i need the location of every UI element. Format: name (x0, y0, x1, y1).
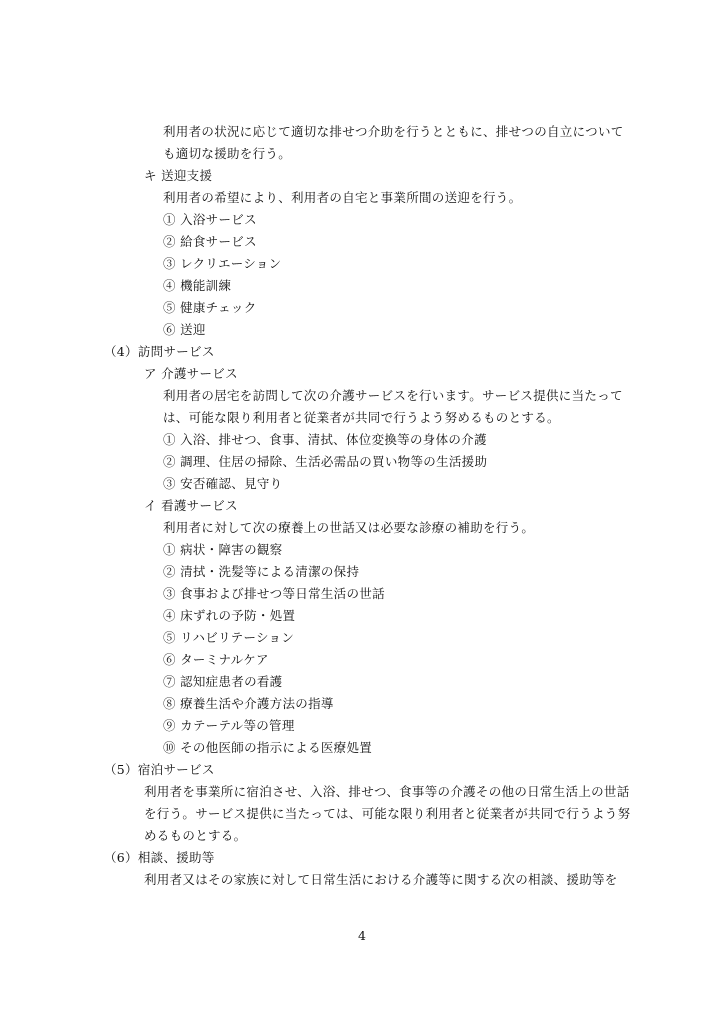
text-line: 利用者の希望により、利用者の自宅と事業所間の送迎を行う。 (163, 190, 522, 205)
list-item: ⑩ その他医師の指示による医療処置 (163, 740, 373, 755)
list-item: ⑦ 認知症患者の看護 (163, 674, 283, 689)
list-item: ⑤ リハビリテーション (163, 630, 295, 645)
list-item: ③ 安否確認、見守り (163, 476, 283, 491)
section-heading: キ 送迎支援 (144, 168, 213, 183)
list-item: ④ 床ずれの予防・処置 (163, 608, 296, 623)
list-item: ⑤ 健康チェック (163, 300, 257, 315)
list-item: ⑨ カテーテル等の管理 (163, 718, 295, 733)
section-heading: （4）訪問サービス (104, 344, 215, 359)
list-item: ① 入浴、排せつ、食事、清拭、体位変換等の身体の介護 (163, 432, 487, 447)
list-item: ⑧ 療養生活や介護方法の指導 (163, 696, 334, 711)
text-line: めるものとする。 (144, 828, 247, 843)
text-line: 利用者の居宅を訪問して次の介護サービスを行います。サービス提供に当たって (163, 388, 623, 403)
list-item: ① 入浴サービス (163, 212, 257, 227)
list-item: ② 清拭・洗髪等による清潔の保持 (163, 564, 360, 579)
list-item: ② 調理、住居の掃除、生活必需品の買い物等の生活援助 (163, 454, 488, 469)
text-line: 利用者の状況に応じて適切な排せつ介助を行うとともに、排せつの自立について (163, 124, 624, 139)
list-item: ⑥ ターミナルケア (163, 652, 269, 667)
text-line: も適切な援助を行う。 (163, 146, 292, 161)
list-item: ③ 食事および排せつ等日常生活の世話 (163, 586, 385, 601)
text-line: は、可能な限り利用者と従業者が共同で行うよう努めるものとする。 (163, 410, 560, 425)
text-line: 利用者又はその家族に対して日常生活における介護等に関する次の相談、援助等を (144, 872, 618, 887)
text-line: 利用者を事業所に宿泊させ、入浴、排せつ、食事等の介護その他の日常生活上の世話 (144, 784, 630, 799)
list-item: ③ レクリエーション (163, 256, 282, 271)
list-item: ② 給食サービス (163, 234, 257, 249)
section-heading: ア 介護サービス (144, 366, 238, 381)
section-heading: （6）相談、援助等 (104, 850, 215, 865)
list-item: ① 病状・障害の観察 (163, 542, 283, 557)
page-number: 4 (358, 928, 366, 943)
text-line: 利用者に対して次の療養上の世話又は必要な診療の補助を行う。 (163, 520, 535, 535)
section-heading: （5）宿泊サービス (104, 762, 215, 777)
section-heading: イ 看護サービス (144, 498, 238, 513)
text-line: を行う。サービス提供に当たっては、可能な限り利用者と従業者が共同で行うよう努 (144, 806, 631, 821)
list-item: ⑥ 送迎 (163, 322, 206, 337)
list-item: ④ 機能訓練 (163, 278, 232, 293)
